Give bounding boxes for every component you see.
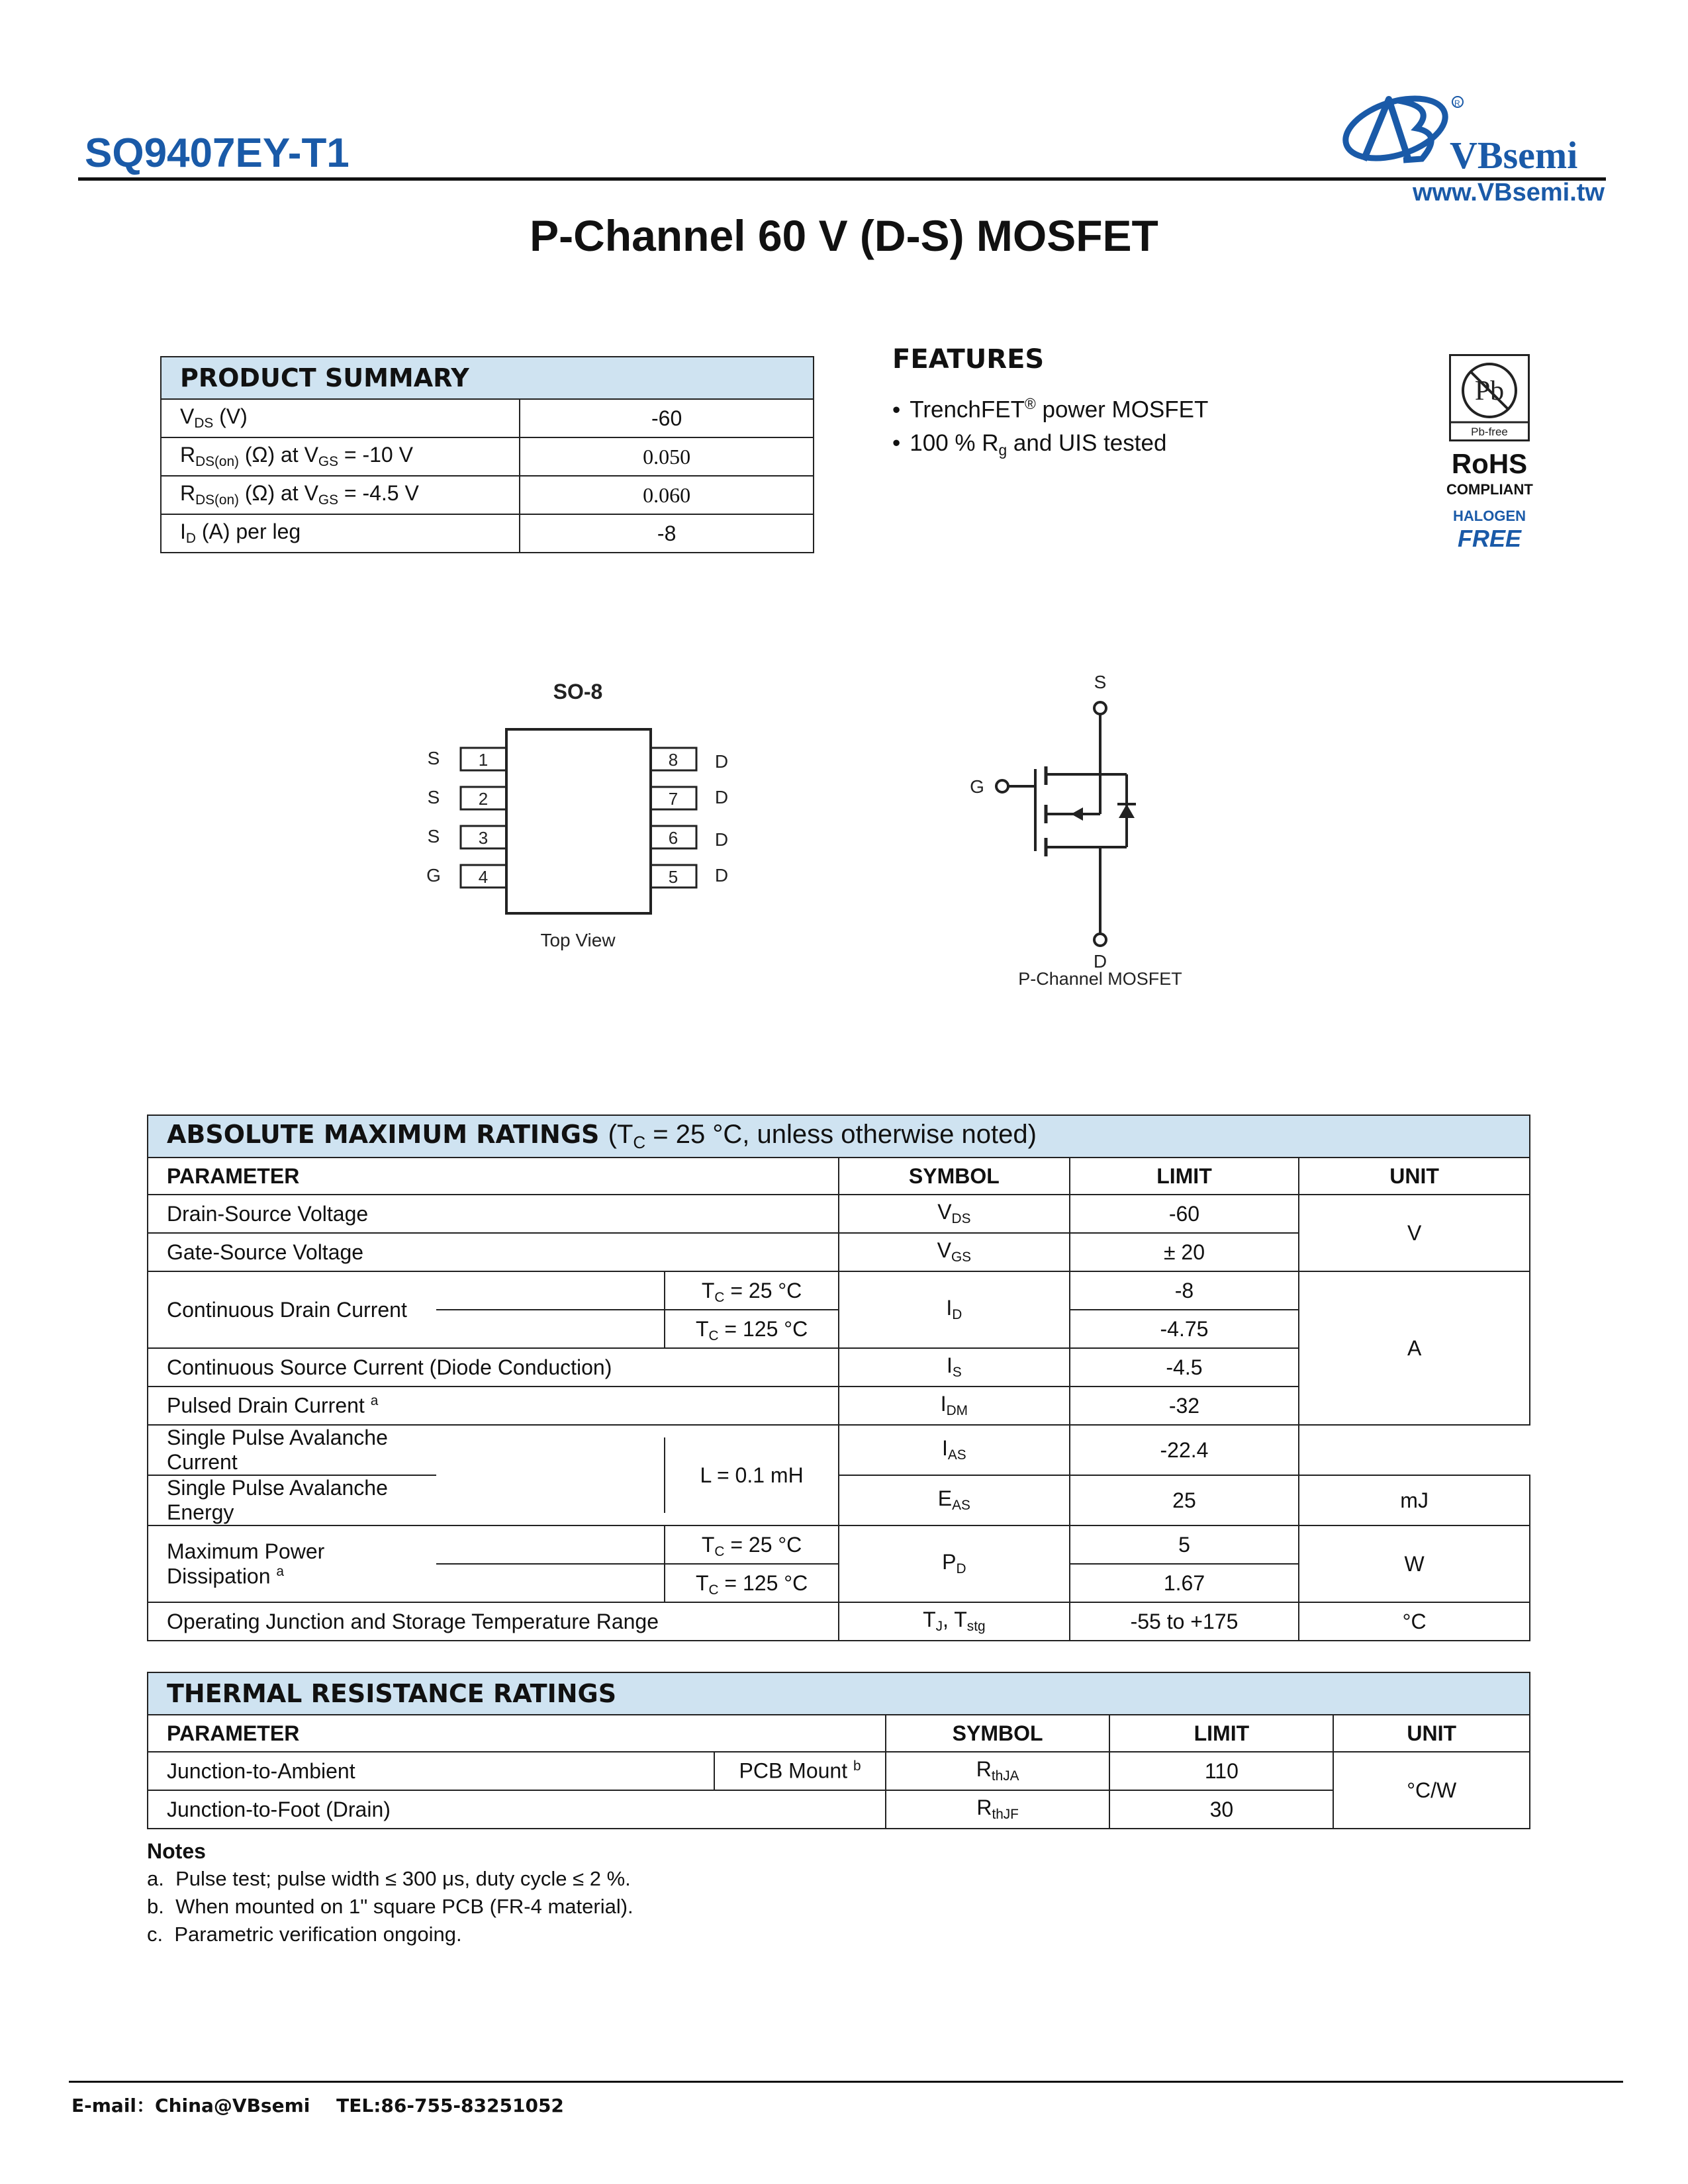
table-row (161, 399, 814, 437)
column-header: LIMIT (1070, 1158, 1299, 1195)
website-link[interactable]: www.VBsemi.tw (1413, 179, 1605, 206)
rohs-badge (1446, 354, 1532, 553)
header-rule (78, 177, 1606, 181)
pin-number: 8 (668, 750, 679, 770)
so8-package-diagram (397, 675, 768, 966)
table-row: Pulsed Drain Current $^a$ $I_{DM}$ -32 (148, 1387, 1530, 1425)
product-summary-title: PRODUCT SUMMARY (161, 357, 814, 399)
halogen-free-label: FREE (1457, 525, 1521, 552)
symbol-caption: P-Channel MOSFET (1018, 969, 1182, 989)
source-label: S (1094, 672, 1107, 692)
document-title: P-Channel 60 V (D-S) MOSFET (530, 211, 1158, 260)
svg-text:Pb: Pb (1474, 376, 1505, 406)
note-item: b. When mounted on 1" square PCB (FR-4 material). (147, 1895, 633, 1918)
table-row: $T_C = 125$ °C 1.67 (148, 1564, 1530, 1602)
summary-value: 0.050 (520, 437, 814, 476)
table-row: Gate-Source Voltage $V_{GS}$ ± 20 (148, 1233, 1530, 1271)
thermal-resistance-table (147, 1672, 1530, 1829)
summary-param: $V_{DS}$ (V) (161, 399, 520, 437)
footer-tel: TEL:86-755-83251052 (336, 2095, 564, 2116)
footer-contact (71, 2091, 584, 2118)
summary-value: -60 (520, 399, 814, 437)
table-header-row (148, 1158, 1530, 1195)
table-row (161, 437, 814, 476)
table-row: Single Pulse Avalanche Current L = 0.1 mH $I_{AS}$ -22.4 (148, 1425, 1530, 1475)
table-row: Junction-to-Ambient PCB Mount $^b$ $R_{thJA}$ 110 °C/W (148, 1752, 1530, 1790)
column-header: PARAMETER (148, 1158, 839, 1195)
package-view-caption: Top View (540, 930, 616, 950)
table-row: $T_C = 125$ °C -4.75 (148, 1310, 1530, 1348)
pin-label: S (427, 826, 440, 846)
column-header: LIMIT (1109, 1715, 1333, 1752)
pb-free-icon (1449, 354, 1530, 441)
features-title: FEATURES (892, 344, 1045, 375)
footer-email[interactable]: E-mail：China@VBsemi (71, 2095, 310, 2116)
right-pins (651, 748, 728, 887)
table-header-row (148, 1715, 1530, 1752)
note-item: c. Parametric verification ongoing. (147, 1923, 462, 1946)
column-header: SYMBOL (886, 1715, 1109, 1752)
summary-value: 0.060 (520, 476, 814, 514)
pin-number: 3 (478, 828, 489, 848)
pin-number: 6 (668, 828, 679, 848)
pin-label: S (427, 748, 440, 768)
package-name: SO-8 (553, 680, 603, 704)
gate-label: G (970, 776, 984, 797)
thermal-title: THERMAL RESISTANCE RATINGS (148, 1672, 1530, 1715)
svg-text:R: R (1454, 99, 1460, 108)
summary-value: -8 (520, 514, 814, 553)
table-row: Continuous Source Current (Diode Conduction) $I_S$ -4.5 (148, 1348, 1530, 1387)
feature-item: • TrenchFET® power MOSFET (892, 384, 1208, 424)
pin-number: 2 (478, 789, 489, 809)
column-header: PARAMETER (148, 1715, 886, 1752)
table-row: Drain-Source Voltage $V_{DS}$ -60 V (148, 1195, 1530, 1233)
notes-section (147, 1837, 633, 1948)
table-row (161, 514, 814, 553)
part-number: SQ9407EY-T1 (85, 130, 350, 176)
absolute-maximum-ratings-table (147, 1115, 1530, 1641)
notes-title: Notes (147, 1839, 206, 1863)
rohs-title: RoHS (1451, 448, 1528, 479)
summary-param: $I_D$ (A) per leg (161, 514, 520, 553)
table-row: Single Pulse Avalanche Energy $E_{AS}$ 25 mJ (148, 1475, 1530, 1525)
column-header: UNIT (1333, 1715, 1530, 1752)
left-pins (426, 748, 506, 887)
table-row: Maximum Power Dissipation $^a$ $T_C = 25$ °C $P_D$ 5 W (148, 1525, 1530, 1564)
table-row: Operating Junction and Storage Temperature Range $T_J$, $T_{stg}$ -55 to +175 °C (148, 1602, 1530, 1641)
drain-label: D (1093, 951, 1107, 972)
table-row: Continuous Drain Current $T_C = 25$ °C $I_D$ -8 A (148, 1271, 1530, 1310)
pin-label: D (714, 787, 729, 807)
note-item: a. Pulse test; pulse width ≤ 300 μs, duty cycle ≤ 2 %. (147, 1867, 631, 1890)
table-row (161, 476, 814, 514)
summary-param: $R_{DS(on)}$ (Ω) at $V_{GS} = -10$ V (161, 437, 520, 476)
mosfet-symbol-diagram (953, 668, 1231, 993)
vbsemi-logo (1337, 87, 1609, 180)
pin-label: D (714, 829, 729, 850)
pin-label: S (427, 787, 440, 807)
footer-rule (69, 2081, 1623, 2083)
rohs-compliant: COMPLIANT (1446, 481, 1533, 498)
svg-text:Pb-free: Pb-free (1471, 426, 1508, 438)
column-header: UNIT (1299, 1158, 1530, 1195)
pin-label: G (426, 865, 441, 886)
pin-number: 7 (668, 789, 679, 809)
pin-label: D (714, 751, 729, 772)
summary-param: $R_{DS(on)}$ (Ω) at $V_{GS} = -4.5$ V (161, 476, 520, 514)
pin-number: 4 (478, 867, 489, 887)
pin-number: 1 (478, 750, 489, 770)
feature-item: • 100 % $R_g$ and UIS tested (892, 424, 1208, 463)
halogen-label: HALOGEN (1453, 508, 1526, 524)
table-row: Junction-to-Foot (Drain) $R_{thJF}$ 30 (148, 1790, 1530, 1829)
features-list (892, 384, 1208, 463)
pin-label: D (714, 865, 729, 886)
logo-brand-text: VBsemi (1450, 134, 1578, 177)
pin-number: 5 (668, 867, 679, 887)
product-summary-table (160, 356, 814, 553)
abs-max-title: ABSOLUTE MAXIMUM RATINGS ($T_C = 25$ °C, unless otherwise noted) (148, 1115, 1530, 1158)
column-header: SYMBOL (839, 1158, 1070, 1195)
